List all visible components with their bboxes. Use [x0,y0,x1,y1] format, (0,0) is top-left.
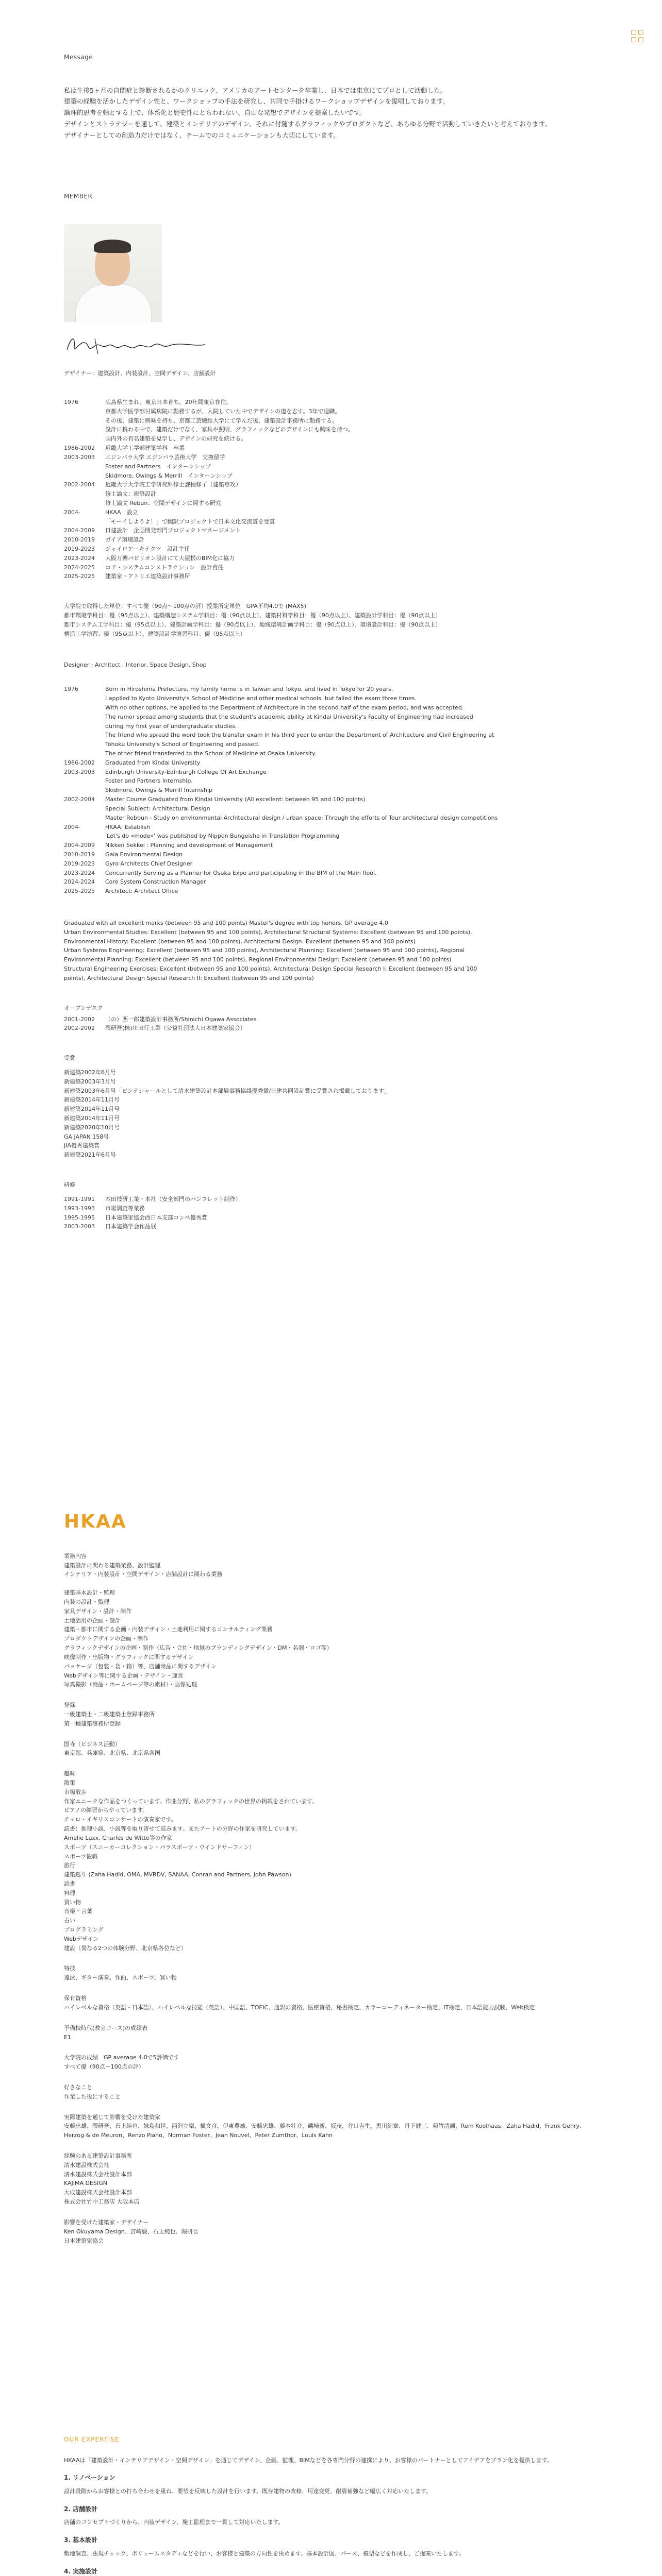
expertise-section [64,2435,598,2576]
award-item: 新建築2002年6月号 [64,1069,116,1076]
menu-grid-icon [631,30,636,35]
year-label [64,517,101,527]
hobby-item: 音楽・言葉 [64,1908,92,1915]
year-label: 2024-2024 [64,878,95,886]
timeline-entry: Skidmore, Owings & Merrill Internship [105,787,212,794]
grade-line: 構造工学演習：優（95点以上）、建築設計学演習科目：優（95点以上） [64,630,246,637]
year-label: 2003-2003 [64,768,95,775]
grade-line: Graduated with all excellent marks (between 95 and 100 points) Master's degree with top honors. GP average 4.0 [64,920,388,926]
timeline-entry: 市場調査等業務 [105,1205,145,1212]
expertise-item-text: 店舗のコンセプトづくりから、内装デザイン、施工監理まで一貫して対応いたします。 [64,2519,284,2526]
year-label: 1986-2002 [64,445,95,452]
likes-text: 作業した後にすること [64,2093,121,2100]
qualification-text: ハイレベルな資格（英語・日本語）、ハイレベルな技能（英語）、中国語、TOEIC、通訳の資格、医療資格、秘書検定、カラーコーディネーター検定、IT検定、日本語能力試験、Web検定 [64,2004,535,2011]
timeline-entry: 設計に携わる中で、建築だけでなく、家具や照明、グラフィックなどのデザインにも興味を持つ。 [105,426,354,433]
timeline-entry: Nikken Sekkei : Planning and development of Management [105,842,273,849]
year-label [64,776,101,786]
menu-grid-icon [638,30,643,35]
year-label: 2025-2025 [64,888,95,895]
timeline-entry: Tohoku University's School of Engineering and passed. [105,741,260,748]
timeline-entry: Gaia Environmental Design [105,851,183,858]
timeline-entry: Core System Construction Manager [105,878,206,886]
year-label [64,462,101,471]
expertise-item-text: 設計段階からお客様との打ち合わせを重ね、要望を反映した設計を行います。既存建物の改修、用途変更、耐震補強など幅広く対応いたします。 [64,2488,432,2495]
year-label: 2002-2004 [64,481,95,488]
timeline-entry: 建築家・アトリエ建築設計事務所 [105,573,190,580]
architects-heading: 実際建築を通じて影響を受けた建築家 [64,2113,160,2121]
member-section [64,192,598,1231]
year-label: 2024-2025 [64,564,95,571]
timeline-entry: Foster and Partners インターンシップ [105,463,211,470]
timeline-entry: 'Let's do «mode»' was published by Nippon Bungeisha in Translation Programming [105,833,340,840]
year-label: 1976 [64,399,78,405]
award-item: 新建築2003年3月号 [64,1078,116,1085]
hobby-item: 建築巡り (Zaha Hadid, OMA, MVRDV, SANAA, Conran and Partners, John Pawson) [64,1871,291,1878]
firm-item: 清水建設株式会社設計本部 [64,2171,132,2178]
member-heading: MEMBER [64,193,93,200]
member-title-en: Designer : Architect , Interior, Space Design, Shop [64,661,207,668]
timeline-entry: 近畿大学大学院工学研究科修士課程修了（建築専攻） [105,481,241,488]
registration-list [64,1710,598,1728]
timeline-entry: Edinburgh University-Edinburgh College Of Art Exchange [105,768,267,775]
business-item: 土地活用の企画・設計 [64,1617,121,1624]
business-item: Webデザイン等に関する企画・デザイン・運営 [64,1672,184,1679]
timeline-entry: 日本建築学会作品展 [105,1223,156,1230]
hobby-item: チェロ・イギリスコンサートの演奏家です。 [64,1816,177,1823]
year-label: 1986-2002 [64,759,95,766]
year-label [64,416,101,426]
grade-line: Urban Systems Engineering: Excellent (between 95 and 100 points), Architectural Planning: Excellent (between 95 and 100 points), Regional [64,947,465,954]
expertise-item-title: 4. 実施設計 [64,2567,98,2575]
expertise-item-title: 3. 基本設計 [64,2536,98,2544]
year-label: 2004- [64,509,80,516]
menu-button[interactable] [631,30,643,42]
award-item: 新建築2014年11月号 [64,1106,120,1113]
hobby-item: 料理 [64,1889,75,1896]
hobbies-heading: 趣味 [64,1770,75,1777]
award-item: 新建築2020年10月号 [64,1124,120,1131]
year-label [64,694,101,703]
timeline-entry: Born in Hiroshima Prefecture, my family home is in Taiwan and Tokyo, and lived in Tokyo for 20 years. [105,686,393,693]
grade-line: Environmental Planning: Excellent (between 95 and 100 points), Regional Environmental Design: Excellent (between 95 and 100 points) [64,956,452,963]
business-item [64,1579,598,1588]
timeline-entry: 広島県生まれ。東京日本育ち。20年間東京在住。 [105,399,232,405]
timeline-entry: 国内外の有名建築を見学し、デザインの研究を続ける。 [105,435,247,443]
year-label: 1976 [64,686,78,693]
expertise-item-title: 2. 店舗設計 [64,2505,98,2513]
open-desk-list [64,1015,598,1033]
timeline-en [64,685,598,896]
firm-item: KAJIMA DESIGN [64,2180,107,2187]
year-label [64,499,101,508]
year-label: 2004-2009 [64,842,95,849]
year-label [64,786,101,795]
registration-item: 第一種建築事務所登録 [64,1720,121,1727]
timeline-entry: The friend who spread the word took the transfer exam in his third year to enter the Department of Architecture and Civil Engineering at [105,732,494,739]
award-item: JIA優秀建築賞 [64,1142,100,1149]
member-title-jp: デザイナー：建築設計、内装設計、空間デザイン、店舗設計 [64,370,216,377]
designers-text-2: 日本建築家協会 [64,2237,104,2244]
expertise-item-text: 敷地調査、法規チェック、ボリュームスタディなどを行い、お客様と建築の方向性を決めます。基本設計図、パース、模型などを作成し、ご提案いたします。 [64,2550,465,2557]
message-section [64,53,598,141]
exams-heading: 予備校時代(教室コース)の成績表 [64,2024,148,2031]
gpa-heading: 大学院の成績 GP average 4.0で5評価です [64,2054,179,2061]
hobby-item: 占い [64,1917,75,1924]
hobbies-list [64,1778,598,1953]
award-item: 新建築2021年6月号 [64,1151,116,1159]
year-label [64,731,101,740]
business-item: パッケージ（包装・袋・箱）等、店舗商品に関するデザイン [64,1663,217,1670]
year-label: 2003-2003 [64,1223,95,1230]
year-label: 1993-1993 [64,1205,95,1212]
message-body [64,85,598,141]
grade-line: Structural Engineering Exercises: Excellent (between 95 and 100 points), Architectural Design Special Research I: Excellent (between 95 and 100 [64,965,477,973]
firms-list [64,2161,598,2207]
award-item: 新建築2014年11月号 [64,1115,120,1122]
year-label: 2003-2003 [64,453,95,461]
message-paragraph: デザインとストラテジーを通して、建築とインテリアのデザイン、それに付随するグラフィックやプロダクトなど、あらゆる分野で活動していきたいと考えております。 [64,120,551,128]
firms-heading: 経験のある建築設計事務所 [64,2153,132,2160]
grade-line: Urban Environmental Studies: Excellent (between 95 and 100 points), Architectural Structural Systems: Excellent (between 95 and 100 points), [64,928,472,936]
year-label: 2023-2024 [64,554,95,562]
business-item: グラフィックデザインの企画・制作（広告・会社・地域のブランディングデザイン・DM・名刺・ロゴ等） [64,1645,333,1652]
hobby-item: ピアノの練習からやっています。 [64,1807,148,1814]
grade-line: 都市システム工学科目：優（95点以上）、建築計画学科目：優（90点以上）、地域環境計画学科目：優（90点以上）、環境設計科目：優（90点以上） [64,621,441,628]
firm-item: 大成建設株式会社設計本部 [64,2189,132,2196]
hobby-item: 作家ユニークな作品をつくっています。作曲分野、私のグラフィックの世界の掲載をされています。 [64,1798,318,1805]
business-item: プロダクトデザインの企画・制作 [64,1635,149,1642]
year-label [64,740,101,749]
year-label: 2023-2024 [64,869,95,876]
registration-heading: 登録 [64,1702,75,1709]
message-paragraph: 論理的思考を軸とする上で、体系化と歴史性にとらわれない、自由な発想でデザインを提案したいです。 [64,109,366,117]
year-label: 2001-2002 [64,1015,95,1023]
business-item: 建築設計に関わる建築業務、設計監理 [64,1562,160,1569]
timeline-entry: The rumor spread among students that the student's academic ability at Kindai University's Faculty of Engineering had increased [105,713,473,720]
award-item: 新建築2014年11月号 [64,1096,120,1104]
timeline-entry: ガイア環境設計 [105,536,145,544]
timeline-entry: With no other options, he applied to the Department of Architecture in the second half of the exam period, and was accepted. [105,704,464,711]
expertise-heading: OUR EXPERTISE [64,2436,120,2443]
architects-text: 安藤忠雄、隈研吾、石上純也、妹島和世、西沢立衛、槇文彦、伊東豊雄、安藤忠雄、藤本壮介、磯崎新、坂茂、谷口吉生、黒川紀章、丹下健三、菊竹清訓、Rem Koolhaas、Zaha Hadid、Frank Gehry、Herzog & de Meuron、Renzo Piano、Norman Foster、Jean Nouvel、Peter Zumthor、Louis Kahn [64,2123,585,2139]
timeline-entry: I applied to Kyoto University's School of Medicine and other medical schools, but failed the exam three times. [105,695,417,702]
expertise-item-title: 1. リノベーション [64,2474,115,2482]
year-label: 2002-2004 [64,796,95,803]
grades-jp [64,602,598,638]
year-label [64,722,101,731]
timeline-entry: Master Rebbun - Study on environmental Architectural design / urban space: Through the efforts of Tour architectural design competitions [105,814,498,821]
year-label: 1991-1991 [64,1195,95,1202]
year-label: 2010-2019 [64,851,95,858]
expertise-intro: HKAAは「建築設計・インテリアデザイン・空間デザイン」を通じてデザイン、企画、監理、BIMなどを各専門分野の連携により、お客様のパートナーとしてアイデアをプラン化を提供します。 [64,2456,553,2464]
hobby-item: プログラミング [64,1926,104,1934]
timeline-entry: 大阪万博パビリオン設計にて大屋根のBIM化に協力 [105,554,235,562]
timeline-entry: 「モーイしようよ！」で翻訳プロジェクトで日本文化交流賞を受賞 [105,518,275,525]
timeline-entry: 日建設計 企画開発部門プロジェクトマネージメント [105,527,241,534]
timeline-entry: コア・システムコンストラクション 設計責任 [105,564,224,571]
year-label [64,713,101,722]
qualification-heading: 保有資格 [64,1995,87,2002]
year-label [64,703,101,713]
business-item: 写真撮影（商品・ホームページ等の素材）・画像処理 [64,1681,197,1688]
year-label [64,425,101,434]
hobby-item: 旅行 [64,1862,75,1869]
year-label: 2019-2023 [64,546,95,552]
gpa-text: すべて優（90点〜100点の評） [64,2063,144,2071]
timeline-entry: Graduated from Kindai University [105,759,201,766]
timeline-entry: Skidmore, Owings & Merrill インターンシップ [105,472,233,479]
company-section [64,1507,598,2245]
timeline-entry: Master Course Graduated from Kindai University (All excellent: between 95 and 100 points) [105,796,366,803]
timeline-entry: 修士論文 Rebun：空間デザインに関する研究 [105,499,221,506]
year-label [64,471,101,481]
timeline-entry: その後、建築に興味を持ち、京都工芸繊維大学にて学んだ後、建築設計事務所に勤務する。 [105,417,338,424]
hobby-item: スポーツ観戦 [64,1853,98,1860]
year-label [64,814,101,823]
year-label: 2004-2009 [64,527,95,534]
timeline-entry: 京都大学医学部付属病院に勤務するが、入院していた中でデザインの道を志す。3年で退職。 [105,408,341,415]
hkaa-logo: HKAA [64,1511,127,1532]
hobby-item: 建設（異なる2つの体験分野、北京県各位など） [64,1944,187,1952]
member-photo [64,224,162,322]
designers-heading: 影響を受けた建築家・デザイナー [64,2218,149,2226]
business-heading: 業務内容 [64,1552,87,1560]
year-label [64,489,101,499]
timeline-entry: 本田技研工業・本社（安全部門のパンフレット制作） [105,1195,241,1202]
timeline-entry: Concurrently Serving as a Planner for Osaka Expo and participating in the BIM of the Main Roof. [105,869,377,876]
timeline-entry: Gyro Architects Chief Designer [105,860,193,867]
year-label [64,434,101,444]
message-paragraph: 建築の経験を活かしたデザイン性と、ワークショップの手法を研究し、共同で手掛けるワークショップデザインを提唱しております。 [64,97,449,106]
business-item: 建築・都市に関する企画・内装デザイン・土地利用に関するコンサルティング業務 [64,1626,273,1633]
timeline-entry: 近畿大学工学部建築学科 卒業 [105,445,185,452]
hobby-item: 散策 [64,1780,75,1787]
year-label [64,804,101,814]
special-heading: 特技 [64,1965,75,1972]
registration-item: 一級建築士・二級建築士登録事務所 [64,1710,155,1718]
open-desk-heading: オープンデスク [64,1004,103,1011]
hobby-item: Amelie Luxx, Charles de Witte等の作家 [64,1834,172,1841]
exams-text: E1 [64,2033,71,2041]
year-label [64,832,101,841]
timeline-entry: ジャイロアーキテクツ 設計主任 [105,546,190,552]
timeline-entry: Special Subject: Architectural Design [105,805,210,812]
year-label: 1995-1995 [64,1214,95,1221]
awards-list [64,1068,598,1160]
awards-heading: 受賞 [64,1055,75,1062]
timeline-entry: 修士論文：建築設計 [105,490,156,498]
year-label: 2019-2023 [64,860,95,867]
timeline-entry: during my first year of undergraduate studies. [105,722,237,730]
year-label: 2004- [64,823,80,831]
timeline-entry: HKAA 設立 [105,509,138,516]
business-item: 建築基本設計・監理 [64,1589,115,1597]
business-item: 映像制作・出版物・グラフィックに関するデザイン [64,1653,194,1660]
business-item: 内装の設計・監理 [64,1599,109,1606]
firm-item: 清水建設株式会社 [64,2161,109,2168]
timeline-entry: The other friend transferred to the School of Medicine at Osaka University. [105,750,317,757]
firm-item: 株式会社竹中工務店 大阪本店 [64,2198,140,2206]
grades-en [64,919,598,983]
grade-line: Environmental History: Excellent (between 95 and 100 points), Architectural Design: Excellent (between 95 and 100 points) [64,938,416,945]
grade-line: 都市環境学科目：優（95点以上）、建築構造システム学科目：優（90点以上）、建築材料学科目：優（90点以上）、建築設計学科目：優（90点以上） [64,612,441,619]
year-label: 2010-2019 [64,536,95,544]
hobby-item: スポーツ（スニーカーコレクション・パラスポーツ・ウインドサーフィン） [64,1843,255,1851]
hobby-item: 市場散歩 [64,1788,87,1795]
timeline-entry: エジンバラ大学 エジンバラ芸術大学 交換留学 [105,453,225,461]
grade-line: 大学院で取得した単位：すべて優（90点〜100点の評）授業所定単位 GPA平均4.0で (MAX5) [64,603,306,610]
hobby-item: 読書：推理小説、小説等を取り寄せて読みます。またアートの分野の作家を研究しています。 [64,1825,301,1833]
training-list [64,1195,598,1231]
training-heading: 研修 [64,1181,75,1189]
year-label: 2002-2002 [64,1025,95,1032]
hobby-item: Webデザイン [64,1935,99,1942]
business-item: インテリア・内装設計・空間デザイン・店舗設計に関わる業務 [64,1571,223,1578]
special-text: 遠泳、ギター演奏、作曲、スポーツ、買い物 [64,1974,177,1981]
award-item: GA JAPAN 158号 [64,1133,109,1140]
designers-text: Ken Okuyama Design、宮崎駿、石上純也、隈研吾 [64,2228,198,2235]
hobby-item: 読書 [64,1880,75,1887]
countries-text: 東京都、兵庫県、北京県、北京県各国 [64,1750,160,1757]
hobby-item: 買い物 [64,1899,81,1906]
timeline-jp [64,398,598,581]
message-paragraph: デザイナーとしての創造力だけではなく、チームでのコミュニケーションも大切にしています。 [64,131,340,140]
business-item: 家具デザイン・設計・制作 [64,1607,132,1615]
timeline-entry: 日本建築家協会西日本支部コンペ優秀賞 [105,1214,207,1221]
timeline-entry: 隈研吾(株)川田行工業（公益社団法人日本建築家協会） [105,1025,246,1032]
menu-grid-icon [638,37,643,42]
timeline-entry: HKAA: Establish [105,823,151,831]
signature-image [64,331,208,357]
likes-heading: 好きなこと [64,2083,92,2091]
timeline-entry: （の）西一郎建築設計事務所/Shinichi Ogawa Associates [105,1015,257,1023]
expertise-list [64,2473,598,2576]
business-list [64,1561,598,1690]
countries-heading: 国寺（ビジネス活動） [64,1740,121,1748]
timeline-entry: Foster and Partners Internship. [105,777,193,785]
grade-line: points), Architectural Design Special Research II: Excellent (between 95 and 100 points) [64,974,314,981]
year-label [64,407,101,416]
message-heading: Message [64,54,93,61]
menu-grid-icon [631,37,636,42]
award-item: 新建築2003年6月号「ピンテシャールとして清水建築設計本部展事務協議優秀賞/日建共同設計賞に受賞され掲載しております」 [64,1087,390,1094]
message-paragraph: 私は生後5ヶ月の自閉症と診断されるかのクリニック、アメリカのアートセンターを卒業し、日本では東京にてプロとして活動した。 [64,86,447,94]
year-label [64,749,101,758]
timeline-entry: Architect: Architect Office [105,888,178,895]
year-label: 2025-2025 [64,573,95,580]
